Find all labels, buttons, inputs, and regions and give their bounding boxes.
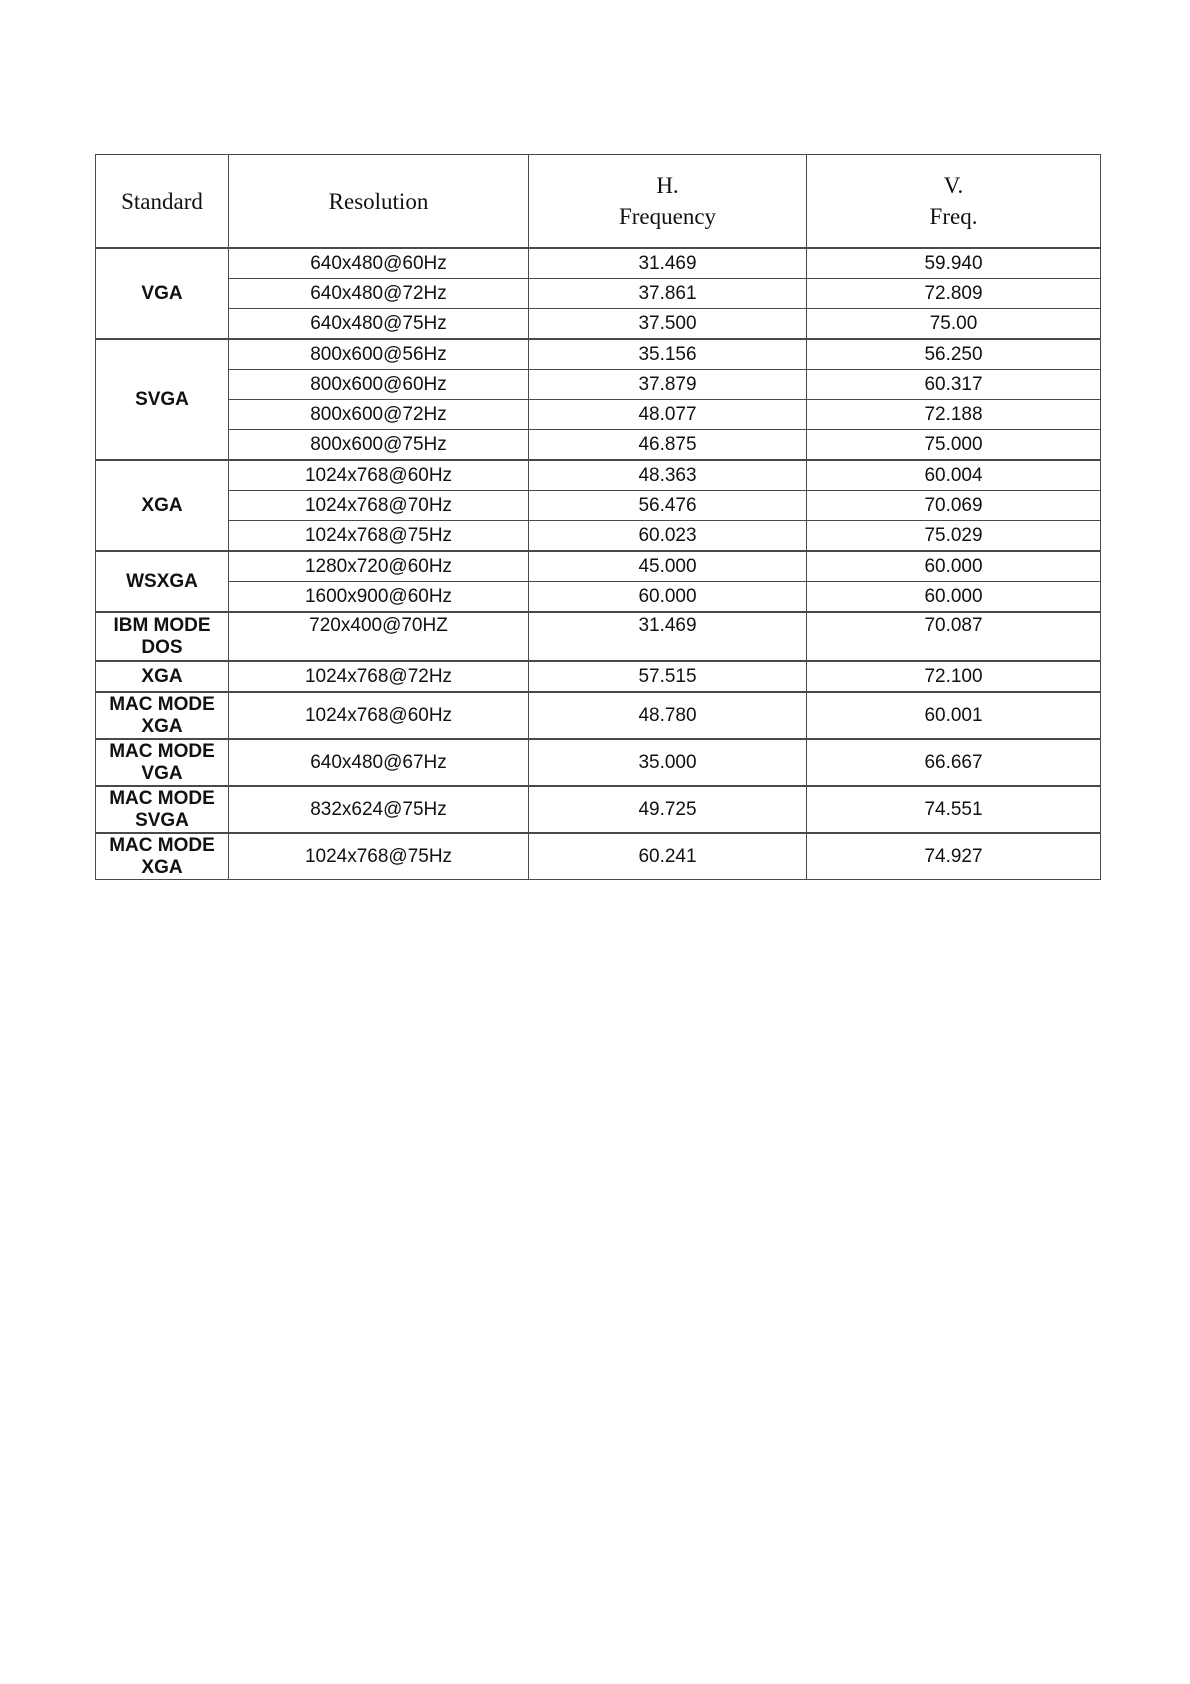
v-frequency-cell: 66.667 (807, 739, 1101, 786)
h-frequency-cell: 45.000 (529, 551, 807, 582)
v-frequency-cell: 72.188 (807, 400, 1101, 430)
header-resolution-label: Resolution (328, 188, 429, 214)
h-frequency-cell: 46.875 (529, 430, 807, 461)
standard-cell (96, 661, 229, 692)
table-row (96, 692, 1101, 739)
table-row (96, 248, 1101, 279)
header-h-frequency (529, 155, 807, 249)
table-row (96, 491, 1101, 521)
standard-label: MAC MODE (109, 693, 215, 715)
table-row (96, 430, 1101, 461)
h-frequency-cell: 37.861 (529, 279, 807, 309)
standard-label: MAC MODE (109, 834, 215, 856)
standard-cell (96, 339, 229, 460)
resolution-cell: 1024x768@60Hz (229, 692, 529, 739)
table-row (96, 460, 1101, 491)
resolution-cell: 640x480@72Hz (229, 279, 529, 309)
standard-label: SVGA (135, 809, 189, 831)
h-frequency-cell: 57.515 (529, 661, 807, 692)
h-frequency-cell: 60.000 (529, 582, 807, 613)
h-frequency-cell: 31.469 (529, 248, 807, 279)
table-row (96, 279, 1101, 309)
timing-table (95, 154, 1101, 880)
standard-label: IBM MODE (113, 614, 211, 636)
h-frequency-cell: 60.023 (529, 521, 807, 552)
header-v-frequency-line2: Freq. (929, 204, 978, 229)
resolution-cell: 800x600@75Hz (229, 430, 529, 461)
resolution-cell: 640x480@75Hz (229, 309, 529, 340)
standard-cell (96, 833, 229, 880)
h-frequency-cell: 35.000 (529, 739, 807, 786)
standard-label: XGA (141, 665, 183, 687)
table-row (96, 612, 1101, 661)
header-h-frequency-line2: Frequency (618, 204, 717, 229)
header-standard (96, 155, 229, 249)
resolution-cell: 1600x900@60Hz (229, 582, 529, 613)
table-row (96, 551, 1101, 582)
table-row (96, 582, 1101, 613)
resolution-cell: 640x480@60Hz (229, 248, 529, 279)
resolution-cell: 1024x768@75Hz (229, 833, 529, 880)
table-row (96, 370, 1101, 400)
standard-label: VGA (141, 762, 183, 784)
h-frequency-cell: 48.077 (529, 400, 807, 430)
table-row (96, 661, 1101, 692)
h-frequency-cell: 35.156 (529, 339, 807, 370)
standard-cell (96, 612, 229, 661)
table-row (96, 339, 1101, 370)
v-frequency-cell: 75.029 (807, 521, 1101, 552)
standard-label: MAC MODE (109, 787, 215, 809)
standard-label: VGA (141, 282, 183, 304)
timing-table-body (96, 248, 1101, 880)
v-frequency-cell: 60.000 (807, 551, 1101, 582)
table-row (96, 833, 1101, 880)
table-row (96, 521, 1101, 552)
resolution-cell: 1024x768@72Hz (229, 661, 529, 692)
v-frequency-cell: 74.927 (807, 833, 1101, 880)
h-frequency-cell: 37.500 (529, 309, 807, 340)
table-row (96, 309, 1101, 340)
h-frequency-cell: 60.241 (529, 833, 807, 880)
v-frequency-cell: 60.317 (807, 370, 1101, 400)
v-frequency-cell: 72.100 (807, 661, 1101, 692)
standard-label: XGA (141, 494, 183, 516)
v-frequency-cell: 60.000 (807, 582, 1101, 613)
standard-label: SVGA (135, 388, 189, 410)
header-standard-label: Standard (121, 188, 203, 214)
v-frequency-cell: 70.087 (807, 612, 1101, 661)
resolution-cell: 1024x768@75Hz (229, 521, 529, 552)
resolution-cell: 800x600@60Hz (229, 370, 529, 400)
h-frequency-cell: 31.469 (529, 612, 807, 661)
standard-cell (96, 739, 229, 786)
header-v-frequency (807, 155, 1101, 249)
v-frequency-cell: 59.940 (807, 248, 1101, 279)
v-frequency-cell: 56.250 (807, 339, 1101, 370)
h-frequency-cell: 49.725 (529, 786, 807, 833)
standard-label: XGA (141, 715, 183, 737)
standard-label: XGA (141, 856, 183, 878)
standard-cell (96, 460, 229, 551)
h-frequency-cell: 48.363 (529, 460, 807, 491)
table-row (96, 739, 1101, 786)
resolution-cell: 800x600@56Hz (229, 339, 529, 370)
resolution-cell: 640x480@67Hz (229, 739, 529, 786)
table-row (96, 786, 1101, 833)
header-v-frequency-line1: V. (943, 173, 964, 198)
h-frequency-cell: 48.780 (529, 692, 807, 739)
h-frequency-cell: 37.879 (529, 370, 807, 400)
v-frequency-cell: 60.004 (807, 460, 1101, 491)
standard-cell (96, 786, 229, 833)
table-row (96, 400, 1101, 430)
resolution-cell: 1024x768@70Hz (229, 491, 529, 521)
header-row (96, 155, 1101, 249)
standard-cell (96, 692, 229, 739)
standard-cell (96, 248, 229, 339)
resolution-cell: 1280x720@60Hz (229, 551, 529, 582)
v-frequency-cell: 75.000 (807, 430, 1101, 461)
v-frequency-cell: 70.069 (807, 491, 1101, 521)
resolution-cell: 800x600@72Hz (229, 400, 529, 430)
resolution-cell: 720x400@70HZ (229, 612, 529, 661)
standard-label: WSXGA (126, 570, 198, 592)
v-frequency-cell: 72.809 (807, 279, 1101, 309)
resolution-cell: 1024x768@60Hz (229, 460, 529, 491)
v-frequency-cell: 75.00 (807, 309, 1101, 340)
h-frequency-cell: 56.476 (529, 491, 807, 521)
header-resolution (229, 155, 529, 249)
resolution-cell: 832x624@75Hz (229, 786, 529, 833)
standard-label: DOS (141, 636, 183, 658)
header-h-frequency-line1: H. (656, 173, 679, 198)
standard-label: MAC MODE (109, 740, 215, 762)
standard-cell (96, 551, 229, 612)
v-frequency-cell: 74.551 (807, 786, 1101, 833)
v-frequency-cell: 60.001 (807, 692, 1101, 739)
